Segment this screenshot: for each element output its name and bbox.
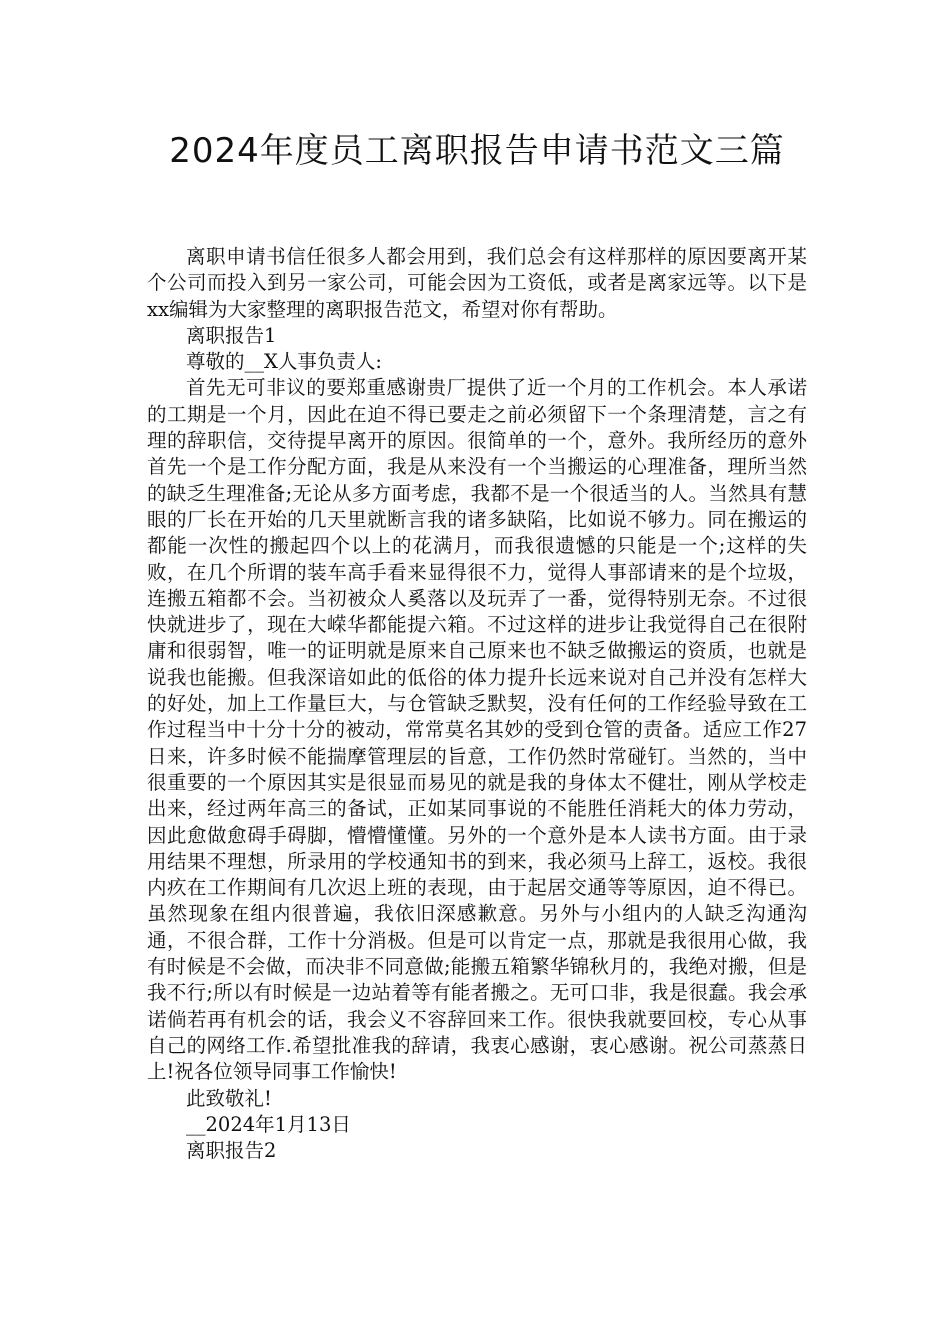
section-heading-2: 离职报告2	[186, 1139, 277, 1163]
closing-line: 此致敬礼!	[186, 1086, 272, 1110]
section-heading-1: 离职报告1	[186, 323, 277, 347]
document-body	[147, 244, 807, 1164]
date-line: __2024年1月13日	[186, 1112, 351, 1136]
intro-paragraph: 离职申请书信任很多人都会用到，我们总会有这样那样的原因要离开某个公司而投入到另一家公司，可能会因为工资低，或者是离家远等。以下是xx编辑为大家整理的离职报告范文，希望对你有帮助。	[147, 245, 807, 321]
salutation: 尊敬的__X人事负责人:	[186, 350, 382, 374]
document-title: 2024年度员工离职报告申请书范文三篇	[169, 131, 785, 171]
body-paragraph: 首先无可非议的要郑重感谢贵厂提供了近一个月的工作机会。本人承诺的工期是一个月，因此在迫不得已要走之前必须留下一个条理清楚，言之有理的辞职信，交待提早离开的原因。很简单的一个，意外。我所经历的意外首先一个是工作分配方面，我是从来没有一个当搬运的心理准备，理所当然的缺乏生理准备;无论从多方面考虑，我都不是一个很适当的人。当然具有慧眼的厂长在开始的几天里就断言我的诸多缺陷，比如说不够力。同在搬运的都能一次性的搬起四个以上的花满月，而我很遗憾的只能是一个;这样的失败，在几个所谓的装车高手看来显得很不力，觉得人事部请来的是个垃圾，连搬五箱都不会。当初被众人奚落以及玩弄了一番，觉得特别无奈。不过很快就进步了，现在大嵘华都能提六箱。不过这样的进步让我觉得自己在很附庸和很弱智，唯一的证明就是原来自己原来也不缺乏做搬运的资质，也就是说我也能搬。但我深谙如此的低俗的体力提升长远来说对自己并没有怎样大的好处，加上工作量巨大，与仓管缺乏默契，没有任何的工作经验导致在工作过程当中十分十分的被动，常常莫名其妙的受到仓管的责备。适应工作27日来，许多时候不能揣摩管理层的旨意，工作仍然时常碰钉。当然的，当中很重要的一个原因其实是很显而易见的就是我的身体太不健壮，刚从学校走出来，经过两年高三的备试，正如某同事说的不能胜任消耗大的体力劳动，因此愈做愈碍手碍脚，懵懵懂懂。另外的一个意外是本人读书方面。由于录用结果不理想，所录用的学校通知书的到来，我必须马上辞工，返校。我很内疚在工作期间有几次迟上班的表现，由于起居交通等等原因，迫不得已。虽然现象在组内很普遍，我依旧深感歉意。另外与小组内的人缺乏沟通沟通，不很合群，工作十分消极。但是可以肯定一点，那就是我很用心做，我有时候是不会做，而决非不同意做;能搬五箱繁华锦秋月的，我绝对搬，但是我不行;所以有时候是一边站着等有能者搬之。无可口非，我是很蠢。我会承诺倘若再有机会的话，我会义不容辞回来工作。很快我就要回校，专心从事自己的网络工作.希望批准我的辞请，我衷心感谢，衷心感谢。祝公司蒸蒸日上!祝各位领导同事工作愉快!	[147, 376, 807, 1084]
